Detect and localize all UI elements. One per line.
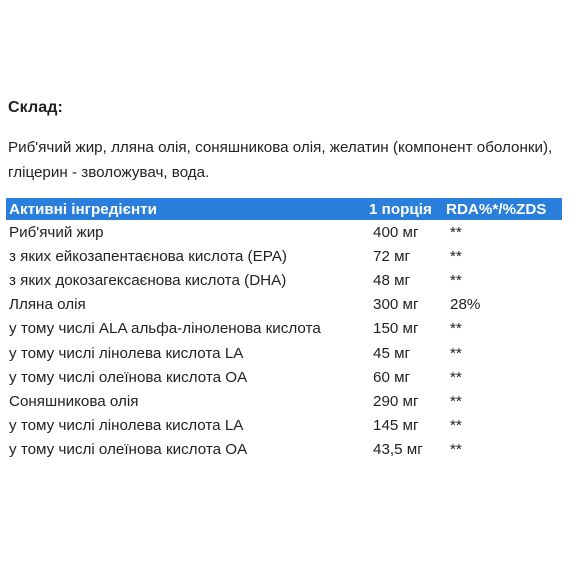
table-header <box>6 198 562 220</box>
section-title: Склад: <box>8 99 63 116</box>
table-row <box>6 220 562 244</box>
table-row <box>6 293 562 317</box>
row-rda: ** <box>450 271 462 289</box>
composition-text: Риб'ячий жир, лляна олія, соняшникова олія, желатин (компонент оболонки), гліцерин - зволожувач, вода. <box>8 139 553 181</box>
row-rda: 28% <box>450 296 481 314</box>
row-ingredient: Риб'ячий жир <box>9 223 104 241</box>
row-ingredient: у тому числі ALA альфа-ліноленова кислота <box>9 320 321 338</box>
row-amount: 72 мг <box>373 247 411 265</box>
row-ingredient: у тому числі лінолева кислота LA <box>9 417 244 435</box>
row-ingredient: у тому числі лінолева кислота LA <box>9 344 244 362</box>
row-amount: 290 мг <box>373 392 419 410</box>
row-amount: 43,5 мг <box>373 441 423 459</box>
row-rda: ** <box>450 320 462 338</box>
row-rda: ** <box>450 441 462 459</box>
row-amount: 400 мг <box>373 223 419 241</box>
table-row <box>6 438 562 462</box>
table-row <box>6 365 562 389</box>
row-amount: 145 мг <box>373 417 419 435</box>
row-ingredient: Соняшникова олія <box>9 392 139 410</box>
row-rda: ** <box>450 247 462 265</box>
row-rda: ** <box>450 223 462 241</box>
row-ingredient: з яких докозагексаєнова кислота (DHA) <box>9 271 287 289</box>
row-amount: 150 мг <box>373 320 419 338</box>
table-row <box>6 244 562 268</box>
row-amount: 60 мг <box>373 368 411 386</box>
row-rda: ** <box>450 344 462 362</box>
row-ingredient: у тому числі олеїнова кислота OA <box>9 368 248 386</box>
header-ingredient: Активні інгредієнти <box>9 200 157 218</box>
table-row <box>6 268 562 292</box>
row-ingredient: у тому числі олеїнова кислота OA <box>9 441 248 459</box>
row-rda: ** <box>450 417 462 435</box>
table-row <box>6 341 562 365</box>
row-amount: 45 мг <box>373 344 411 362</box>
row-rda: ** <box>450 368 462 386</box>
row-ingredient: Лляна олія <box>9 296 86 314</box>
table-row <box>6 414 562 438</box>
header-rda: RDA%*/%ZDS <box>446 200 547 218</box>
row-rda: ** <box>450 392 462 410</box>
table-row <box>6 389 562 413</box>
header-portion: 1 порція <box>369 200 432 218</box>
ingredients-table <box>6 198 562 462</box>
row-amount: 300 мг <box>373 296 419 314</box>
table-row <box>6 317 562 341</box>
row-amount: 48 мг <box>373 271 411 289</box>
row-ingredient: з яких ейкозапентаєнова кислота (EPA) <box>9 247 287 265</box>
